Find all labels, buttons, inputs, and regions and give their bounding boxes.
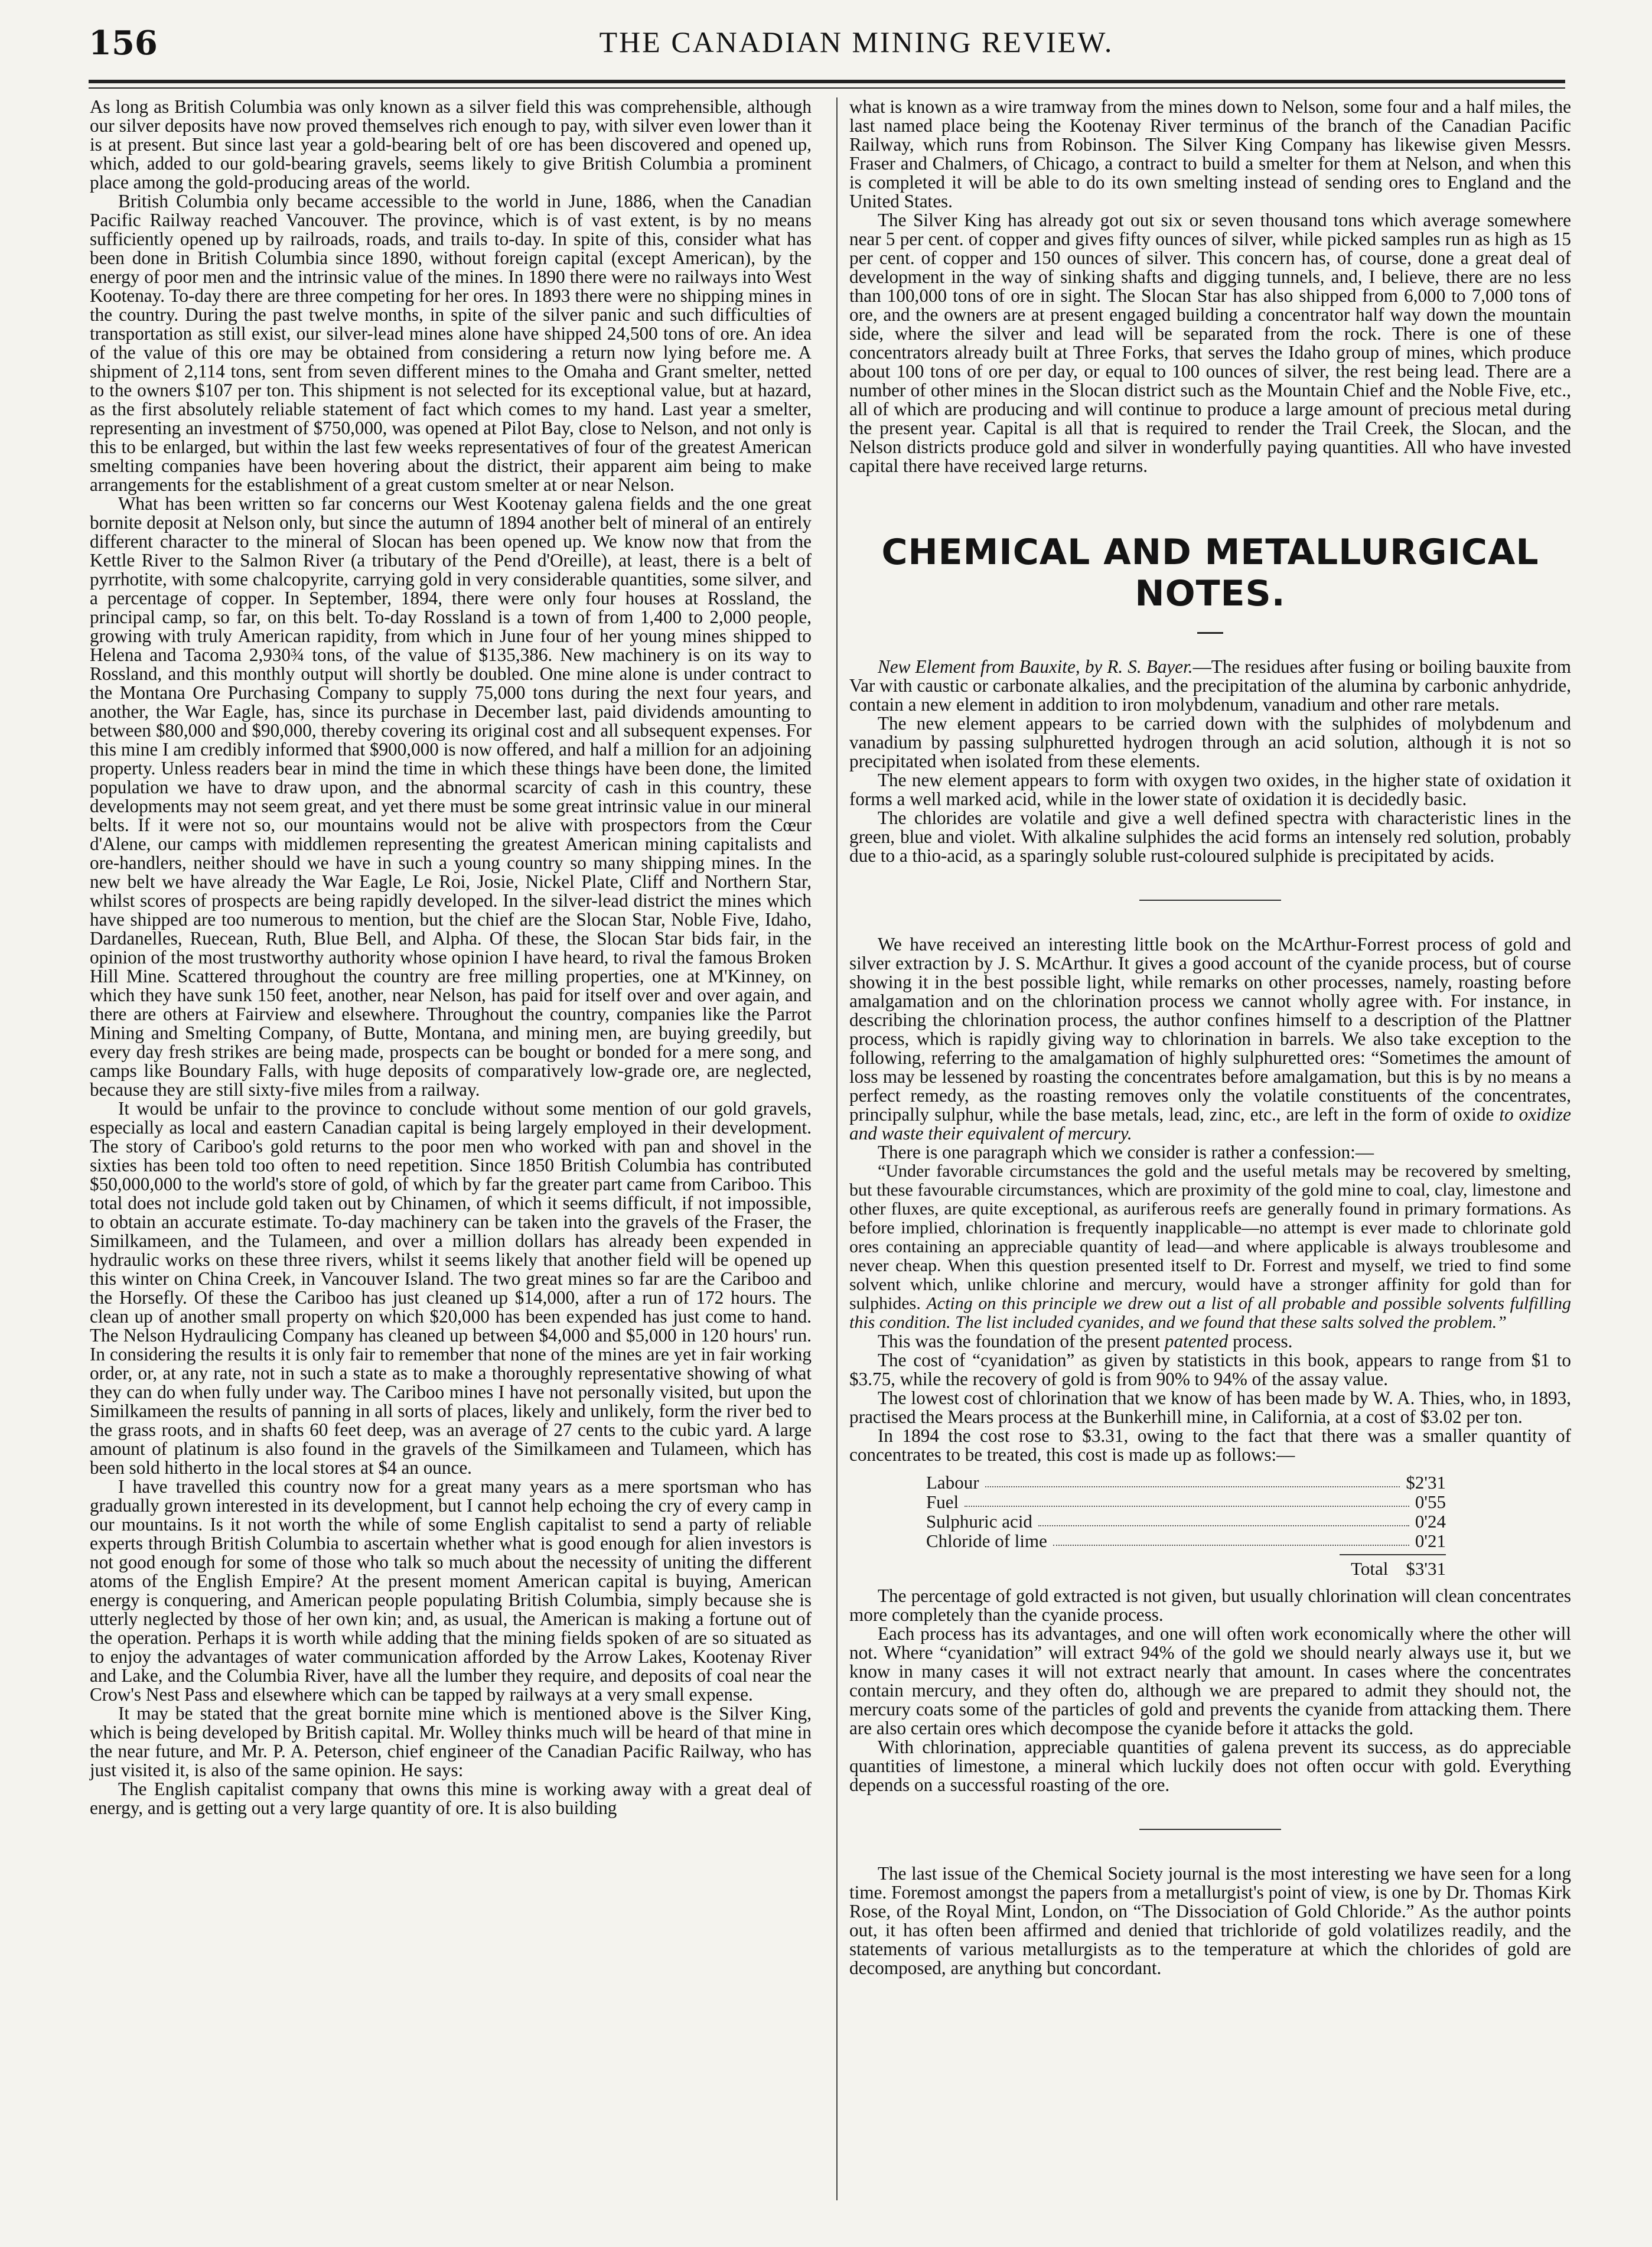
paragraph: what is known as a wire tramway from the mines down to Nelson, some four and a half miles, the last named place being the Kootenay River terminus of the branch of the Canadian Pacific Railway, which runs from Robinson. The Silver King Company has likewise given Messrs. Fraser and Chalmers, of Chicago, a contract to build a smelter for them at Nelson, and when this is completed it will be able to do its own smelting instead of sending ores to England and the United States. bbox=[849, 96, 1571, 211]
cost-item: Labour bbox=[926, 1472, 979, 1493]
section-separator bbox=[1139, 900, 1281, 901]
bauxite-lead: —The residues after fusing or boiling bauxite from Var with caustic or carbonate alkalies, and the precipitation of the alumina by carbonic anhydride, contain a new element in addition to iron molybdenum, vanadium and other rare metals. bbox=[849, 656, 1571, 715]
cost-row bbox=[926, 1473, 1446, 1492]
running-title: THE CANADIAN MINING REVIEW. bbox=[599, 25, 1114, 58]
cost-value: 0'24 bbox=[1415, 1511, 1446, 1532]
cost-value: $2'31 bbox=[1406, 1472, 1446, 1493]
total-rule bbox=[1340, 1554, 1446, 1555]
bauxite-title: New Element from Bauxite, by R. S. Bayer. bbox=[878, 656, 1193, 677]
paragraph: The new element appears to be carried down with the sulphides of molybdenum and vanadium by passing sulphuretted hydrogen through an acid solution, although it is not so precipitated when isolated from these elements. bbox=[849, 713, 1571, 771]
paragraph: There is one paragraph which we consider is rather a confession:— bbox=[878, 1142, 1374, 1162]
text-run: We have received an interesting little book on the McArthur-Forrest process of gold and silver extraction by J. S. McArthur. It gives a good account of the cyanide process, but of course showing it in the best possible light, while remarks on other processes, namely, roasting before amalgamation and on the chlorination process we cannot wholly agree with. For instance, in describing the chlorination process, the author confines himself to a description of the Plattner process, which is rapidly giving way to chlorination in barrels. We also take exception to the following, referring to the amalgamation of highly sulphuretted ores: “Sometimes the amount of loss may be lessened by roasting the concentrates before amalgamation, but this is by no means a perfect remedy, as the roasting removes only the volatile constituents of the concentrates, principally sulphur, while the base metals, lead, zinc, etc., are left in the form of oxide bbox=[849, 934, 1571, 1125]
section-separator bbox=[1139, 1829, 1281, 1830]
italic-run: Acting on this principle we drew out a list of all probable and possible solvents fulfilling this condition. The list included cyanides, and we found that these salts solved the problem.” bbox=[849, 1294, 1571, 1332]
total-value: $3'31 bbox=[1406, 1558, 1446, 1579]
quotation bbox=[849, 1162, 1571, 1332]
paragraph: As long as British Columbia was only known as a silver field this was comprehensible, although our silver deposits have now proved themselves rich enough to pay, with silver even lower than it is at present. But since last year a gold-bearing belt of ore has been discovered and opened up, which, added to our gold-bearing gravels, seems likely to give British Columbia a prominent place among the gold-producing areas of the world. bbox=[90, 96, 812, 193]
paragraph: The last issue of the Chemical Society journal is the most interesting we have seen for a long time. Foremost amongst the papers from a metallurgist's point of view, is one by Dr. Thomas Kirk Rose, of the Royal Mint, London, on “The Dissociation of Gold Chloride.” As the author points out, it has often been affirmed and denied that trichloride of gold volatilizes readily, and the statements of various metallurgists as to the temperature at which the chlorides of gold are decomposed, are anything but concordant. bbox=[849, 1863, 1571, 1978]
leader-dots bbox=[1053, 1531, 1409, 1546]
paragraph: It would be unfair to the province to conclude without some mention of our gold gravels, especially as local and eastern Canadian capital is being largely employed in their development. The story of Cariboo's gold returns to the poor men who worked with pan and shovel in the sixties has been told too often to need repetition. Since 1850 British Columbia has contributed $50,000,000 to the world's store of gold, of which by far the greater part came from Cariboo. This total does not include gold taken out by Chinamen, of which it seems difficult, if not impossible, to obtain an accurate estimate. To-day machinery can be taken into the gravels of the Fraser, the Similkameen, and the Tulameen, and over a million dollars has already been expended in hydraulic works on these three rivers, whilst it seems likely that another field will be opened up this winter on China Creek, in Vancouver Island. The two great mines so far are the Cariboo and the Horsefly. Of these the Cariboo has just cleaned up $14,000, after a run of 172 hours. The clean up of another small property on which $20,000 has been expended has just come to hand. The Nelson Hydraulicing Company has cleaned up between $4,000 and $5,000 in 120 hours' run. In considering the results it is only fair to remember that none of the mines are yet in fair working order, or, at any rate, not in such a state as to make a thoroughly representative showing of what they can do when fully under way. The Cariboo mines I have not personally visited, but upon the Similkameen the results of panning in all sorts of places, likely and unlikely, form the river bed to the grass roots, and in shafts 60 feet deep, was an average of 27 cents to the cubic yard. A large amount of platinum is also found in the gravels of the Similkameen and Tulameen, which has been sold hitherto in the local stores at $4 an ounce. bbox=[90, 1098, 812, 1478]
leader-dots bbox=[1038, 1512, 1409, 1526]
paragraph: The chlorides are volatile and give a well defined spectra with characteristic lines in the green, blue and violet. With alkaline sulphides the acid forms an intensely red solution, probably due to a thio-acid, as a sparingly soluble rust-coloured sulphide is precipitated by acids. bbox=[849, 807, 1571, 866]
cost-item: Sulphuric acid bbox=[926, 1511, 1032, 1532]
bauxite-paragraph bbox=[849, 657, 1571, 714]
cost-table bbox=[926, 1473, 1446, 1578]
cost-row bbox=[926, 1492, 1446, 1512]
total-label: Total bbox=[1351, 1558, 1389, 1579]
text-run: “Under favorable circumstances the gold and the useful metals may be recovered by smelting, but these favourable circumstances, which are proximity of the gold mine to coal, clay, limestone and other fluxes, are quite exceptional, as auriferous reefs are generally found in primary formations. As before implied, chlorination is frequently inapplicable—no attempt is ever made to chlorinate gold ores containing an appreciable quantity of lead—and where applicable is always troublesome and never cheap. When this question presented itself to Dr. Forrest and myself, we tried to find some solvent which, unlike chlorine and mercury, would have a stronger affinity for gold than for sulphides. bbox=[849, 1161, 1571, 1313]
paragraph: The lowest cost of chlorination that we know of has been made by W. A. Thies, who, in 1893, practised the Mears process at the Bunkerhill mine, in California, at a cost of $3.02 per ton. bbox=[849, 1388, 1571, 1427]
cost-total-row bbox=[926, 1559, 1446, 1578]
leader-dots bbox=[985, 1473, 1400, 1487]
paragraph: I have travelled this country now for a great many years as a mere sportsman who has gradually grown interested in its development, but I cannot help echoing the cry of every camp in our mountains. Is it not worth the while of some English capitalist to send a party of reliable experts through British Columbia to ascertain whether what is good enough for alien investors is not good enough for some of those who talk so much about the necessity of uniting the different atoms of the English Empire? At the present moment American capital is buying, American energy is conquering, and American people populating British Columbia, simply because she is utterly neglected by those of her own kin; and, as usual, the American is making a fortune out of the operation. Perhaps it is worth while adding that the mining fields spoken of are so situated as to enjoy the advantages of water communication afforded by the Arrow Lakes, Kootenay River and Lake, and the Columbia River, have all the lumber they require, and deposits of coal near the Crow's Nest Pass and elsewhere which can be tapped by railways at a very small expense. bbox=[90, 1476, 812, 1705]
header-rule-thin bbox=[89, 87, 1565, 89]
paragraph: The cost of “cyanidation” as given by statisticts in this book, appears to range from $1 to $3.75, while the recovery of gold is from 90% to 94% of the assay value. bbox=[849, 1350, 1571, 1389]
right-column bbox=[849, 97, 1571, 1978]
cost-item: Fuel bbox=[926, 1492, 959, 1512]
cost-value: 0'55 bbox=[1415, 1492, 1446, 1512]
cost-row bbox=[926, 1531, 1446, 1551]
column-divider bbox=[836, 97, 838, 2200]
paragraph: The new element appears to form with oxygen two oxides, in the higher state of oxidation it forms a well marked acid, while in the lower state of oxidation it is decidedly basic. bbox=[849, 770, 1571, 809]
section-heading: CHEMICAL AND METALLURGICAL NOTES. bbox=[881, 532, 1539, 614]
page-number: 156 bbox=[89, 24, 158, 63]
paragraph: British Columbia only became accessible to the world in June, 1886, when the Canadian Pacific Railway reached Vancouver. The province, which is of vast extent, is by no means sufficiently opened up by railroads, roads, and trails to-day. In spite of this, consider what has been done in British Columbia since 1890, without foreign capital (except American), by the energy of poor men and the intrinsic value of the mines. In 1890 there were no railways into West Kootenay. To-day there are three competing for her ores. In 1893 there were no shipping mines in the country. During the past twelve months, in spite of the silver panic and such difficulties of transportation as still exist, our silver-lead mines alone have shipped 24,500 tons of ore. An idea of the value of this ore may be obtained from considering a return now lying before me. A shipment of 2,114 tons, sent from seven different mines to the Omaha and Grant smelter, netted to the owners $107 per ton. This shipment is not selected for its exceptional value, but at hazard, as the first absolutely reliable statement of fact which comes to my hand. Last year a smelter, representing an investment of $750,000, was opened at Pilot Bay, close to Nelson, and not only is this to be enlarged, but within the last few weeks representatives of four of the greatest American smelting companies have been hovering about the district, their apparent aim being to make arrangements for the establishment of a great custom smelter at or near Nelson. bbox=[90, 191, 812, 495]
text-run: process. bbox=[1228, 1331, 1293, 1352]
text-run: This was the foundation of the present bbox=[878, 1331, 1165, 1352]
cost-value: 0'21 bbox=[1415, 1530, 1446, 1551]
header-rule-thick bbox=[89, 80, 1565, 83]
mcarthur-paragraph bbox=[849, 935, 1571, 1143]
cost-row bbox=[926, 1512, 1446, 1531]
paragraph: With chlorination, appreciable quantities of galena prevent its success, as do appreciable quantities of limestone, a mineral which luckily does not often occur with gold. Everything depends on a successful roasting of the ore. bbox=[849, 1737, 1571, 1795]
left-column bbox=[90, 97, 812, 1818]
paragraph: In 1894 the cost rose to $3.31, owing to the fact that there was a smaller quantity of concentrates to be treated, this cost is made up as follows:— bbox=[849, 1425, 1571, 1465]
paragraph: The English capitalist company that owns this mine is working away with a great deal of energy, and is getting out a very large quantity of ore. It is also building bbox=[90, 1779, 812, 1818]
paragraph: What has been written so far concerns our West Kootenay galena fields and the one great bornite deposit at Nelson only, but since the autumn of 1894 another belt of mineral of an entirely different character to the mineral of Slocan has been opened up. We know now that from the Kettle River to the Salmon River (a tributary of the Pend d'Oreille), at least, there is a belt of pyrrhotite, with some chalcopyrite, carrying gold in very considerable quantities, some silver, and a percentage of copper. In September, 1894, there were only four houses at Rossland, the principal camp, so far, on this belt. To-day Rossland is a town of from 1,400 to 2,000 people, growing with truly American rapidity, from which in June four of her young mines shipped to Helena and Tacoma 2,930¾ tons, of the value of $135,386. New machinery is on its way to Rossland, and this monthly output will shortly be doubled. One mine alone is under contract to the Montana Ore Purchasing Company to supply 75,000 tons during the next four years, and another, the War Eagle, has, since its purchase in December last, paid dividends amounting to between $80,000 and $90,000, thereby covering its original cost and all subsequent expenses. For this mine I am credibly informed that $900,000 is now offered, and half a million for an adjoining property. Unless readers bear in mind the time in which these things have been done, the limited population we have to draw upon, and the abnormal scarcity of cash in this country, these developments may not seem great, and yet there must be some great intrinsic value in our mineral belts. If it were not so, our mountains would not be alive with prospectors from the Cœur d'Alene, our camps with middlemen representing the greatest American mining capitalists and ore-handlers, neither should we have in such a young country so many shipping mines. In the new belt we have already the War Eagle, Le Roi, Josie, Nickel Plate, Cliff and Northern Star, whilst scores of prospects are being rapidly developed. In the silver-lead district the mines which have shipped are too numerous to mention, but the chief are the Slocan Star, Noble Five, Idaho, Dardanelles, Ruecean, Ruth, Blue Bell, and Alpha. Of these, the Slocan Star bids fair, in the opinion of the most trustworthy authority whose opinion I have heard, to rival the famous Broken Hill Mine. Scattered throughout the country are free milling properties, one at M'Kinney, on which they have sunk 150 feet, another, near Nelson, has paid for itself over and over again, and there are others at Fairview and elsewhere. Throughout the country, companies like the Parrot Mining and Smelting Company, of Butte, Montana, and mining men, are buying greedily, but every day fresh strikes are being made, prospects can be bought or bonded for a mere song, and camps like Boundary Falls, with huge deposits of comparatively low-grade ore, are neglected, because they are still sixty-five miles from a railway. bbox=[90, 493, 812, 1100]
paragraph bbox=[849, 1332, 1571, 1351]
paragraph: The percentage of gold extracted is not given, but usually chlorination will clean concentrates more completely than the cyanide process. bbox=[849, 1585, 1571, 1625]
paragraph: It may be stated that the great bornite mine which is mentioned above is the Silver King, which is being developed by British capital. Mr. Wolley thinks much will be heard of that mine in the near future, and Mr. P. A. Peterson, chief engineer of the Canadian Pacific Railway, who has just visited it, is also of the same opinion. He says: bbox=[90, 1703, 812, 1780]
paragraph: The Silver King has already got out six or seven thousand tons which average somewhere near 5 per cent. of copper and gives fifty ounces of silver, while picked samples run as high as 15 per cent. of copper and 150 ounces of silver. This concern has, of course, done a great deal of development in the way of sinking shafts and digging tunnels, and, I believe, there are no less than 100,000 tons of ore in sight. The Slocan Star has also shipped from 6,000 to 7,000 tons of ore, and the owners are at present engaged building a concentrator half way down the mountain side, where the silver and lead will be separated from the rock. There is one of these concentrators already built at Three Forks, that serves the Idaho group of mines, which produce about 100 tons of ore per day, or equal to 100 ounces of silver, the rest being lead. There are a number of other mines in the Slocan district such as the Mountain Chief and the Noble Five, etc., all of which are producing and will continue to produce a large amount of precious metal during the present year. Capital is all that is required to render the Trail Creek, the Slocan, and the Nelson districts produce gold and silver in wonderfully paying quantities. All who have invested capital there have received large returns. bbox=[849, 210, 1571, 476]
paragraph: Each process has its advantages, and one will often work economically where the other will not. Where “cyanidation” will extract 94% of the gold we should nearly always use it, but we know in many cases it will not extract nearly that amount. In cases where the concentrates contain mercury, and they often do, although we are prepared to admit they should not, the mercury coats some of the particles of gold and prevents the cyanide from attacking them. There are also certain ores which decompose the cyanide before it attacks the gold. bbox=[849, 1623, 1571, 1738]
cost-item: Chloride of lime bbox=[926, 1530, 1047, 1551]
heading-dash bbox=[1197, 632, 1223, 634]
italic-run: patented bbox=[1164, 1331, 1229, 1352]
leader-dots bbox=[965, 1492, 1409, 1507]
italic-run: to oxidize and waste their equivalent of mercury. bbox=[849, 1104, 1571, 1144]
